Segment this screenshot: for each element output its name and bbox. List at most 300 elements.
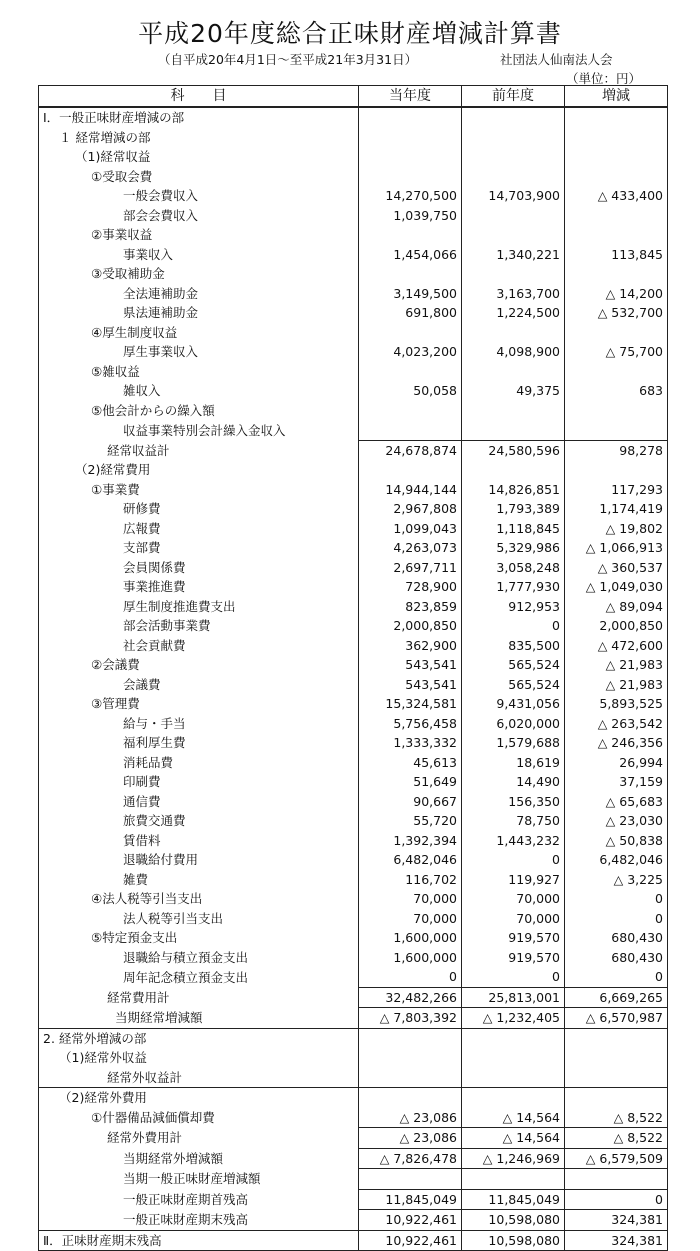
table-row: [39, 128, 668, 148]
change-value: [565, 147, 668, 167]
change-value: △ 75,700: [565, 342, 668, 362]
current-year-value: [359, 167, 462, 187]
current-year-value: 2,967,808: [359, 499, 462, 519]
previous-year-value: 70,000: [462, 889, 565, 909]
change-value: [565, 225, 668, 245]
column-header-change: 増減: [565, 86, 668, 108]
table-row: [39, 245, 668, 265]
current-year-value: [359, 1068, 462, 1088]
previous-year-value: [462, 362, 565, 382]
account-label: 印刷費: [39, 772, 359, 792]
table-row: [39, 401, 668, 421]
previous-year-value: 0: [462, 850, 565, 870]
page-title: 平成20年度総合正味財産増減計算書: [138, 19, 562, 48]
current-year-value: 45,613: [359, 753, 462, 773]
table-row: [39, 967, 668, 987]
table-row: [39, 1128, 668, 1149]
change-value: △ 433,400: [565, 186, 668, 206]
current-year-value: [359, 107, 462, 128]
change-value: 113,845: [565, 245, 668, 265]
current-year-value: 1,039,750: [359, 206, 462, 226]
table-row: [39, 1028, 668, 1048]
change-value: [565, 206, 668, 226]
change-value: [565, 420, 668, 440]
table-row: [39, 831, 668, 851]
current-year-value: 2,697,711: [359, 558, 462, 578]
account-label: （1)経常外収益: [39, 1048, 359, 1068]
change-value: △ 6,579,509: [565, 1148, 668, 1169]
change-value: 680,430: [565, 948, 668, 968]
table-row: [39, 1189, 668, 1210]
current-year-value: 1,392,394: [359, 831, 462, 851]
account-label: 一般正味財産期末残高: [39, 1210, 359, 1231]
table-row: [39, 323, 668, 343]
previous-year-value: 70,000: [462, 909, 565, 929]
change-value: △ 8,522: [565, 1128, 668, 1149]
table-row: [39, 342, 668, 362]
table-row: [39, 772, 668, 792]
account-label: （1)経常収益: [39, 147, 359, 167]
account-label: ①什器備品減価償却費: [39, 1108, 359, 1128]
account-label: 研修費: [39, 499, 359, 519]
change-value: 37,159: [565, 772, 668, 792]
table-row: [39, 792, 668, 812]
current-year-value: 1,454,066: [359, 245, 462, 265]
table-row: [39, 909, 668, 929]
account-label: 賃借料: [39, 831, 359, 851]
change-value: △ 532,700: [565, 303, 668, 323]
account-label: １ 経常増減の部: [39, 128, 359, 148]
current-year-value: △ 7,803,392: [359, 1008, 462, 1029]
account-label: 旅費交通費: [39, 811, 359, 831]
change-value: 1,174,419: [565, 499, 668, 519]
table-row: [39, 362, 668, 382]
change-value: 6,482,046: [565, 850, 668, 870]
account-label: 厚生制度推進費支出: [39, 597, 359, 617]
previous-year-value: [462, 1068, 565, 1088]
table-row: [39, 1068, 668, 1088]
account-label: 一般会費収入: [39, 186, 359, 206]
previous-year-value: 0: [462, 967, 565, 987]
account-label: 福利厚生費: [39, 733, 359, 753]
current-year-value: [359, 128, 462, 148]
previous-year-value: [462, 323, 565, 343]
table-row: [39, 928, 668, 948]
table-row: [39, 1108, 668, 1128]
previous-year-value: 6,020,000: [462, 714, 565, 734]
previous-year-value: 1,224,500: [462, 303, 565, 323]
current-year-value: 14,270,500: [359, 186, 462, 206]
previous-year-value: △ 1,232,405: [462, 1008, 565, 1029]
previous-year-value: [462, 401, 565, 421]
account-label: ⑤他会計からの繰入額: [39, 401, 359, 421]
table-row: [39, 889, 668, 909]
current-year-value: 0: [359, 967, 462, 987]
account-label: 事業収入: [39, 245, 359, 265]
account-label: 収益事業特別会計繰入金収入: [39, 420, 359, 440]
change-value: 0: [565, 909, 668, 929]
current-year-value: 51,649: [359, 772, 462, 792]
table-row: [39, 616, 668, 636]
account-label: 給与・手当: [39, 714, 359, 734]
change-value: [565, 1169, 668, 1190]
table-row: [39, 675, 668, 695]
current-year-value: [359, 401, 462, 421]
current-year-value: 4,263,073: [359, 538, 462, 558]
current-year-value: 5,756,458: [359, 714, 462, 734]
current-year-value: 3,149,500: [359, 284, 462, 304]
account-label: 広報費: [39, 519, 359, 539]
change-value: [565, 1048, 668, 1068]
current-year-value: △ 7,826,478: [359, 1148, 462, 1169]
account-label: 2. 経常外増減の部: [39, 1028, 359, 1048]
change-value: [565, 362, 668, 382]
account-label: 雑収入: [39, 381, 359, 401]
change-value: [565, 1068, 668, 1088]
current-year-value: 1,099,043: [359, 519, 462, 539]
change-value: △ 8,522: [565, 1108, 668, 1128]
account-label: 経常費用計: [39, 987, 359, 1008]
current-year-value: 14,944,144: [359, 480, 462, 500]
header-row: [39, 86, 668, 108]
change-value: 324,381: [565, 1230, 668, 1251]
change-value: [565, 107, 668, 128]
change-value: 680,430: [565, 928, 668, 948]
current-year-value: 1,333,332: [359, 733, 462, 753]
account-label: 全法連補助金: [39, 284, 359, 304]
previous-year-value: 1,579,688: [462, 733, 565, 753]
account-label: 退職給付費用: [39, 850, 359, 870]
previous-year-value: [462, 264, 565, 284]
table-row: [39, 558, 668, 578]
account-label: 当期経常増減額: [39, 1008, 359, 1029]
change-value: 683: [565, 381, 668, 401]
current-year-value: [359, 420, 462, 440]
account-label: 一般正味財産期首残高: [39, 1189, 359, 1210]
account-label: 経常外費用計: [39, 1128, 359, 1149]
table-row: [39, 636, 668, 656]
account-label: 部会活動事業費: [39, 616, 359, 636]
previous-year-value: 49,375: [462, 381, 565, 401]
unit-label: （単位：円）: [566, 71, 642, 86]
current-year-value: 24,678,874: [359, 440, 462, 460]
table-row: [39, 420, 668, 440]
account-label: 雑費: [39, 870, 359, 890]
previous-year-value: 565,524: [462, 655, 565, 675]
change-value: [565, 264, 668, 284]
table-row: [39, 1210, 668, 1231]
previous-year-value: 9,431,056: [462, 694, 565, 714]
previous-year-value: 0: [462, 616, 565, 636]
previous-year-value: 4,098,900: [462, 342, 565, 362]
column-header-account: 科 目: [39, 86, 359, 108]
account-label: 法人税等引当支出: [39, 909, 359, 929]
change-value: [565, 1088, 668, 1108]
change-value: 117,293: [565, 480, 668, 500]
account-label: 県法連補助金: [39, 303, 359, 323]
change-value: △ 3,225: [565, 870, 668, 890]
change-value: △ 19,802: [565, 519, 668, 539]
current-year-value: 4,023,200: [359, 342, 462, 362]
table-row: [39, 499, 668, 519]
change-value: △ 89,094: [565, 597, 668, 617]
previous-year-value: [462, 420, 565, 440]
change-value: 0: [565, 889, 668, 909]
previous-year-value: 565,524: [462, 675, 565, 695]
current-year-value: 90,667: [359, 792, 462, 812]
table-row: [39, 987, 668, 1008]
account-label: 経常収益計: [39, 440, 359, 460]
previous-year-value: 156,350: [462, 792, 565, 812]
current-year-value: 32,482,266: [359, 987, 462, 1008]
current-year-value: [359, 460, 462, 480]
column-header-current-year: 当年度: [359, 86, 462, 108]
table-row: [39, 870, 668, 890]
previous-year-value: 835,500: [462, 636, 565, 656]
account-label: ⑤特定預金支出: [39, 928, 359, 948]
table-row: [39, 480, 668, 500]
change-value: [565, 323, 668, 343]
previous-year-value: [462, 460, 565, 480]
change-value: △ 65,683: [565, 792, 668, 812]
table-row: [39, 1008, 668, 1029]
current-year-value: 362,900: [359, 636, 462, 656]
table-row: [39, 186, 668, 206]
account-label: 厚生事業収入: [39, 342, 359, 362]
table-row: [39, 1148, 668, 1169]
table-row: [39, 577, 668, 597]
previous-year-value: 11,845,049: [462, 1189, 565, 1210]
table-row: [39, 597, 668, 617]
table-row: [39, 1048, 668, 1068]
table-row: [39, 714, 668, 734]
current-year-value: △ 23,086: [359, 1108, 462, 1128]
previous-year-value: 119,927: [462, 870, 565, 890]
current-year-value: [359, 1028, 462, 1048]
current-year-value: 691,800: [359, 303, 462, 323]
change-value: 6,669,265: [565, 987, 668, 1008]
previous-year-value: [462, 1048, 565, 1068]
previous-year-value: 1,777,930: [462, 577, 565, 597]
table-row: [39, 284, 668, 304]
account-label: ⑤雑収益: [39, 362, 359, 382]
account-label: （2)経常費用: [39, 460, 359, 480]
account-label: 支部費: [39, 538, 359, 558]
previous-year-value: 1,443,232: [462, 831, 565, 851]
change-value: △ 1,066,913: [565, 538, 668, 558]
account-label: ②事業収益: [39, 225, 359, 245]
current-year-value: 15,324,581: [359, 694, 462, 714]
previous-year-value: 1,118,845: [462, 519, 565, 539]
current-year-value: [359, 225, 462, 245]
account-label: 当期一般正味財産増減額: [39, 1169, 359, 1190]
table-row: [39, 850, 668, 870]
table-row: [39, 206, 668, 226]
table-row: [39, 519, 668, 539]
previous-year-value: [462, 128, 565, 148]
previous-year-value: 912,953: [462, 597, 565, 617]
table-row: [39, 753, 668, 773]
change-value: △ 23,030: [565, 811, 668, 831]
previous-year-value: [462, 206, 565, 226]
previous-year-value: 5,329,986: [462, 538, 565, 558]
table-row: [39, 264, 668, 284]
previous-year-value: 10,598,080: [462, 1230, 565, 1251]
account-label: 会員関係費: [39, 558, 359, 578]
change-value: △ 360,537: [565, 558, 668, 578]
table-row: [39, 440, 668, 460]
change-value: △ 21,983: [565, 675, 668, 695]
organization-name: 社団法人仙南法人会: [500, 52, 613, 67]
previous-year-value: △ 14,564: [462, 1128, 565, 1149]
account-label: 通信費: [39, 792, 359, 812]
table-row: [39, 1230, 668, 1251]
table-row: [39, 381, 668, 401]
account-label: 退職給与積立預金支出: [39, 948, 359, 968]
account-label: （2)経常外費用: [39, 1088, 359, 1108]
table-row: [39, 655, 668, 675]
current-year-value: [359, 264, 462, 284]
column-header-previous-year: 前年度: [462, 86, 565, 108]
previous-year-value: [462, 1088, 565, 1108]
previous-year-value: △ 14,564: [462, 1108, 565, 1128]
account-label: 経常外収益計: [39, 1068, 359, 1088]
current-year-value: 728,900: [359, 577, 462, 597]
change-value: 324,381: [565, 1210, 668, 1231]
account-label: ②会議費: [39, 655, 359, 675]
previous-year-value: 78,750: [462, 811, 565, 831]
statement-table: [38, 85, 668, 1251]
current-year-value: △ 23,086: [359, 1128, 462, 1149]
previous-year-value: 24,580,596: [462, 440, 565, 460]
previous-year-value: 25,813,001: [462, 987, 565, 1008]
account-label: ④法人税等引当支出: [39, 889, 359, 909]
account-label: 会議費: [39, 675, 359, 695]
change-value: 0: [565, 967, 668, 987]
previous-year-value: 3,163,700: [462, 284, 565, 304]
previous-year-value: 14,703,900: [462, 186, 565, 206]
change-value: △ 50,838: [565, 831, 668, 851]
previous-year-value: [462, 225, 565, 245]
table-row: [39, 694, 668, 714]
current-year-value: [359, 1088, 462, 1108]
current-year-value: [359, 362, 462, 382]
previous-year-value: 14,490: [462, 772, 565, 792]
period-subtitle: （自平成20年4月1日～至平成21年3月31日）: [158, 52, 418, 67]
current-year-value: [359, 147, 462, 167]
change-value: △ 246,356: [565, 733, 668, 753]
account-label: ③受取補助金: [39, 264, 359, 284]
previous-year-value: △ 1,246,969: [462, 1148, 565, 1169]
current-year-value: 116,702: [359, 870, 462, 890]
account-label: ③管理費: [39, 694, 359, 714]
account-label: Ⅰ．一般正味財産増減の部: [39, 107, 359, 128]
change-value: [565, 167, 668, 187]
table-row: [39, 167, 668, 187]
current-year-value: 2,000,850: [359, 616, 462, 636]
table-row: [39, 460, 668, 480]
change-value: [565, 460, 668, 480]
previous-year-value: 18,619: [462, 753, 565, 773]
current-year-value: 823,859: [359, 597, 462, 617]
table-row: [39, 147, 668, 167]
change-value: 98,278: [565, 440, 668, 460]
account-label: 消耗品費: [39, 753, 359, 773]
previous-year-value: 1,340,221: [462, 245, 565, 265]
change-value: △ 263,542: [565, 714, 668, 734]
account-label: 事業推進費: [39, 577, 359, 597]
table-row: [39, 225, 668, 245]
account-label: 当期経常外増減額: [39, 1148, 359, 1169]
current-year-value: [359, 1169, 462, 1190]
current-year-value: [359, 1048, 462, 1068]
account-label: Ⅱ．正味財産期末残高: [39, 1230, 359, 1251]
current-year-value: 50,058: [359, 381, 462, 401]
current-year-value: 6,482,046: [359, 850, 462, 870]
previous-year-value: [462, 147, 565, 167]
table-row: [39, 107, 668, 128]
previous-year-value: 919,570: [462, 928, 565, 948]
current-year-value: 543,541: [359, 675, 462, 695]
change-value: 2,000,850: [565, 616, 668, 636]
account-label: ④厚生制度収益: [39, 323, 359, 343]
previous-year-value: [462, 1028, 565, 1048]
account-label: 部会会費収入: [39, 206, 359, 226]
table-row: [39, 538, 668, 558]
table-row: [39, 811, 668, 831]
current-year-value: 1,600,000: [359, 928, 462, 948]
current-year-value: 10,922,461: [359, 1230, 462, 1251]
previous-year-value: 10,598,080: [462, 1210, 565, 1231]
current-year-value: [359, 323, 462, 343]
table-row: [39, 948, 668, 968]
change-value: 26,994: [565, 753, 668, 773]
change-value: △ 6,570,987: [565, 1008, 668, 1029]
previous-year-value: 1,793,389: [462, 499, 565, 519]
current-year-value: 1,600,000: [359, 948, 462, 968]
current-year-value: 10,922,461: [359, 1210, 462, 1231]
table-row: [39, 303, 668, 323]
change-value: △ 21,983: [565, 655, 668, 675]
table-row: [39, 1169, 668, 1190]
previous-year-value: 14,826,851: [462, 480, 565, 500]
change-value: △ 14,200: [565, 284, 668, 304]
account-label: ①事業費: [39, 480, 359, 500]
change-value: [565, 128, 668, 148]
table-row: [39, 733, 668, 753]
previous-year-value: [462, 107, 565, 128]
previous-year-value: 3,058,248: [462, 558, 565, 578]
change-value: 5,893,525: [565, 694, 668, 714]
change-value: △ 1,049,030: [565, 577, 668, 597]
current-year-value: 55,720: [359, 811, 462, 831]
previous-year-value: [462, 1169, 565, 1190]
current-year-value: 543,541: [359, 655, 462, 675]
change-value: 0: [565, 1189, 668, 1210]
current-year-value: 11,845,049: [359, 1189, 462, 1210]
change-value: [565, 401, 668, 421]
table-row: [39, 1088, 668, 1108]
account-label: 周年記念積立預金支出: [39, 967, 359, 987]
previous-year-value: 919,570: [462, 948, 565, 968]
account-label: ①受取会費: [39, 167, 359, 187]
current-year-value: 70,000: [359, 889, 462, 909]
current-year-value: 70,000: [359, 909, 462, 929]
change-value: △ 472,600: [565, 636, 668, 656]
change-value: [565, 1028, 668, 1048]
account-label: 社会貢献費: [39, 636, 359, 656]
statement-body: [39, 107, 668, 1251]
